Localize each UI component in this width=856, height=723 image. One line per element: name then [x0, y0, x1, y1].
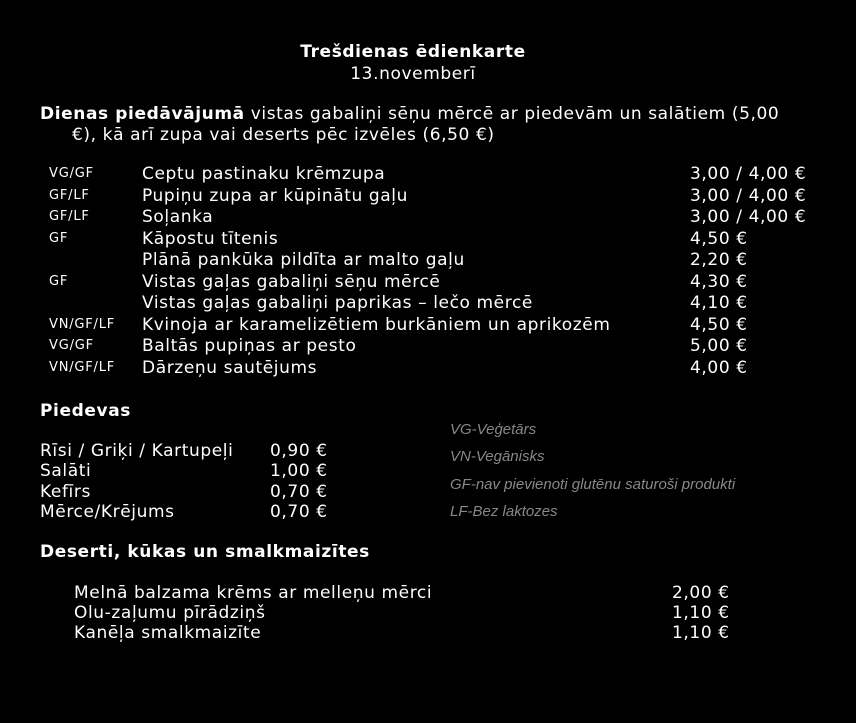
dish-name: Kāpostu tītenis: [142, 229, 279, 249]
desserts-heading: Deserti, kūkas un smalkmaizītes: [40, 542, 370, 562]
dish-name: Dārzeņu sautējums: [142, 358, 318, 378]
daily-offer-text: vistas gabaliņi sēņu mērcē ar piedevām un salātiem (5,00: [244, 104, 780, 124]
side-name: Salāti: [40, 461, 92, 481]
diet-tag: GF: [49, 274, 69, 289]
legend-item: VN-Vegānisks: [450, 448, 545, 465]
dish-price: 4,50 €: [690, 229, 748, 249]
dish-name: Kvinoja ar karamelizētiem burkāniem un aprikozēm: [142, 315, 611, 335]
dessert-price: 1,10 €: [672, 623, 730, 643]
dish-price: 3,00 / 4,00 €: [690, 186, 807, 206]
dish-price: 4,10 €: [690, 293, 748, 313]
diet-tag: GF/LF: [49, 209, 90, 224]
dish-price: 3,00 / 4,00 €: [690, 164, 807, 184]
diet-tag: GF/LF: [49, 188, 90, 203]
side-name: Rīsi / Griķi / Kartupeļi: [40, 441, 234, 461]
legend-item: VG-Veģetārs: [450, 421, 537, 438]
side-price: 1,00 €: [270, 461, 328, 481]
dish-price: 4,00 €: [690, 358, 748, 378]
diet-tag: VG/GF: [49, 338, 94, 353]
diet-tag: VG/GF: [49, 166, 94, 181]
daily-offer: [40, 104, 779, 124]
dish-price: 3,00 / 4,00 €: [690, 207, 807, 227]
side-name: Kefīrs: [40, 482, 91, 502]
dish-name: Soļanka: [142, 207, 214, 227]
dish-price: 2,20 €: [690, 250, 748, 270]
diet-tag: VN/GF/LF: [49, 360, 116, 375]
dish-price: 4,30 €: [690, 272, 748, 292]
dessert-price: 2,00 €: [672, 583, 730, 603]
dessert-name: Melnā balzama krēms ar melleņu mērci: [74, 583, 433, 603]
menu-title: Trešdienas ēdienkarte: [300, 42, 526, 62]
dish-name: Plānā pankūka pildīta ar malto gaļu: [142, 250, 465, 270]
menu-date: 13.novemberī: [350, 64, 476, 84]
sides-heading: Piedevas: [40, 401, 131, 421]
diet-tag: VN/GF/LF: [49, 317, 116, 332]
side-name: Mērce/Krējums: [40, 502, 175, 522]
dessert-name: Olu-zaļumu pīrādziņš: [74, 603, 266, 623]
daily-offer-label: Dienas piedāvājumā: [40, 104, 245, 124]
dish-name: Vistas gaļas gabaliņi paprikas – lečo mērcē: [142, 293, 533, 313]
side-price: 0,70 €: [270, 502, 328, 522]
dish-price: 4,50 €: [690, 315, 748, 335]
diet-tag: GF: [49, 231, 69, 246]
legend-item: GF-nav pievienoti glutēnu saturoši produkti: [450, 476, 736, 493]
dish-name: Ceptu pastinaku krēmzupa: [142, 164, 386, 184]
dish-name: Pupiņu zupa ar kūpinātu gaļu: [142, 186, 408, 206]
dish-price: 5,00 €: [690, 336, 748, 356]
legend-item: LF-Bez laktozes: [450, 503, 558, 520]
side-price: 0,90 €: [270, 441, 328, 461]
dessert-name: Kanēļa smalkmaizīte: [74, 623, 262, 643]
dish-name: Baltās pupiņas ar pesto: [142, 336, 357, 356]
side-price: 0,70 €: [270, 482, 328, 502]
daily-offer-text-cont: €), kā arī zupa vai deserts pēc izvēles (6,50 €): [72, 125, 495, 145]
dessert-price: 1,10 €: [672, 603, 730, 623]
dish-name: Vistas gaļas gabaliņi sēņu mērcē: [142, 272, 441, 292]
